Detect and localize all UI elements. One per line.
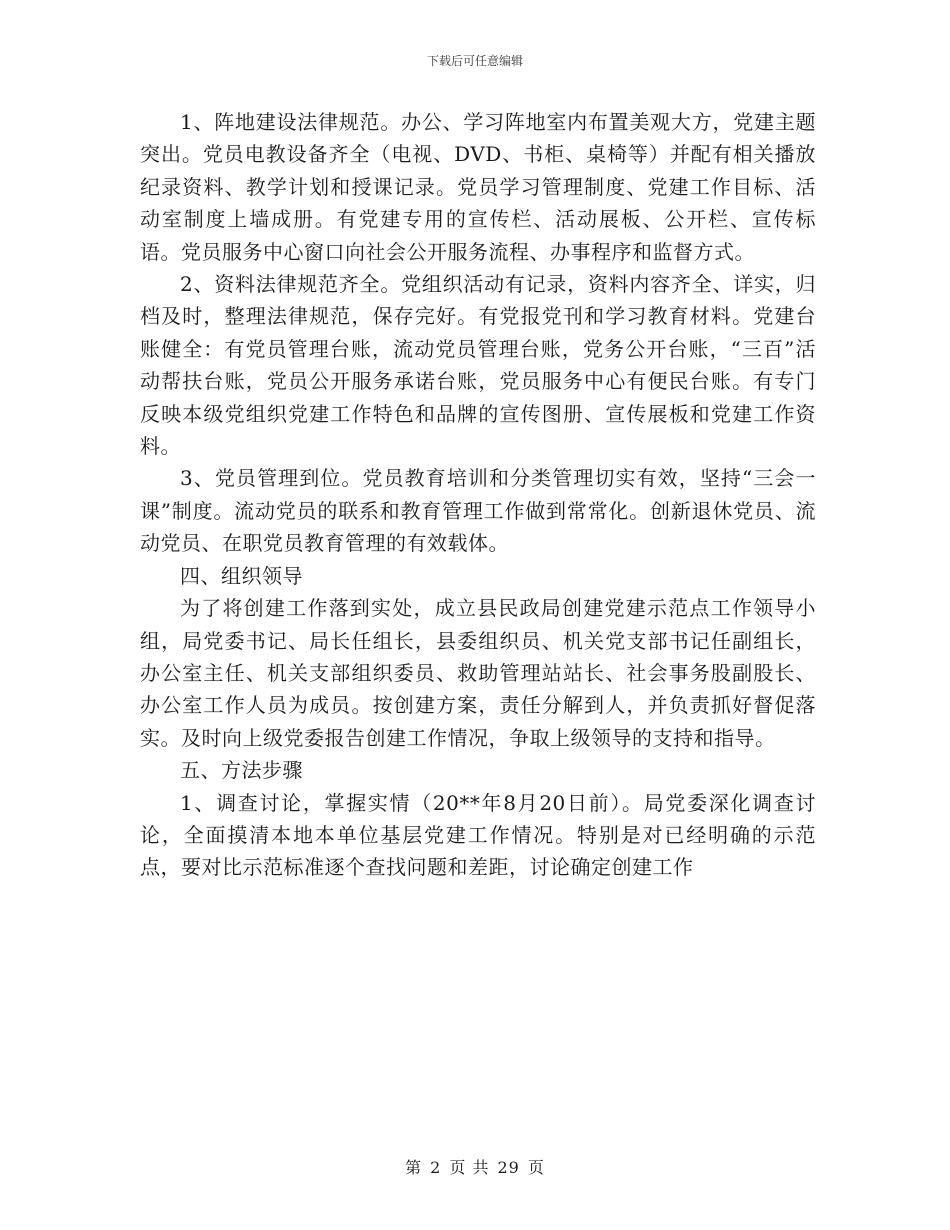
footer-total-pages: 29: [497, 1158, 520, 1177]
footer-prefix: 第: [405, 1158, 423, 1177]
document-body: [140, 106, 816, 884]
footer-suffix: 页: [527, 1158, 545, 1177]
paragraph-member-management: 3、党员管理到位。党员教育培训和分类管理切实有效，坚持“三会一课”制度。流动党员的联系和教育管理工作做到常常化。创新退休党员、流动党员、在职党员教育管理的有效载体。: [140, 466, 816, 556]
section-heading-organization: 四、组织领导: [180, 563, 303, 588]
header-note: 下载后可任意编辑: [426, 54, 523, 68]
paragraph-position-construction: 1、阵地建设法律规范。办公、学习阵地室内布置美观大方，党建主题突出。党员电教设备齐全（电视、DVD、书柜、桌椅等）并配有相关播放纪录资料、教学计划和授课记录。党员学习管理制度、党建工作目标、活动室制度上墙成册。有党建专用的宣传栏、活动展板、公开栏、宣传标语。党员服务中心窗口向社会公开服务流程、办事程序和监督方式。: [140, 110, 816, 264]
footer-middle: 页 共: [449, 1158, 490, 1177]
paragraph-investigation: 1、调查讨论，掌握实情（20**年8月20日前）。局党委深化调查讨论，全面摸清本地本单位基层党建工作情况。特别是对已经明确的示范点，要对比示范标准逐个查找问题和差距，讨论确定创建工作: [140, 790, 816, 880]
section-heading-steps: 五、方法步骤: [180, 758, 303, 783]
footer-page-number: 2: [430, 1158, 442, 1177]
page-footer: [0, 1155, 950, 1178]
paragraph-organization: 为了将创建工作落到实处，成立县民政局创建党建示范点工作领导小组，局党委书记、局长任组长，县委组织员、机关党支部书记任副组长，办公室主任、机关支部组织委员、救助管理站站长、社会事务股副股长、办公室工作人员为成员。按创建方案，责任分解到人，并负责抓好督促落实。及时向上级党委报告创建工作情况，争取上级领导的支持和指导。: [140, 596, 816, 750]
paragraph-documentation: 2、资料法律规范齐全。党组织活动有记录，资料内容齐全、详实，归档及时，整理法律规范，保存完好。有党报党刊和学习教育材料。党建台账健全：有党员管理台账，流动党员管理台账，党务公开台账，“三百”活动帮扶台账，党员公开服务承诺台账，党员服务中心有便民台账。有专门反映本级党组织党建工作特色和品牌的宣传图册、宣传展板和党建工作资料。: [140, 272, 816, 459]
